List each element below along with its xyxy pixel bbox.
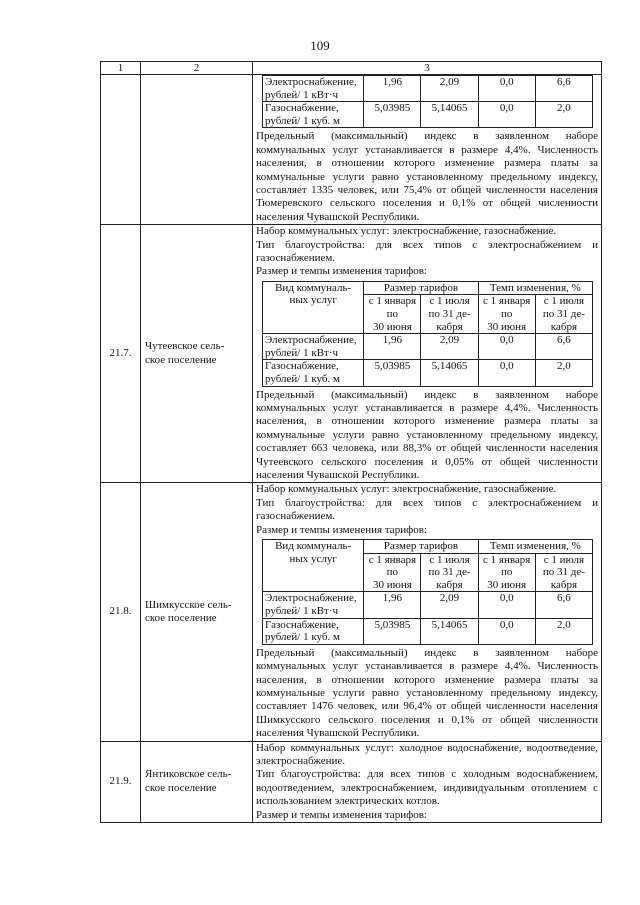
rate-header: Темп изменения, % [478,540,592,554]
tariff-value-h2: 5,14065 [421,360,478,386]
tariff-value-h1: 1,96 [364,76,421,102]
rate-value-h1: 0,0 [478,76,535,102]
period-2-header: с 1 июля по 31 де- кабря [535,553,592,592]
tariff-value-h2: 5,14065 [421,102,478,128]
tariff-service: Электроснабжение, рублей/ 1 кВт·ч [263,334,364,360]
tariff-value-h2: 2,09 [421,76,478,102]
services-set: Набор коммунальных услуг: электроснабжение, газоснабжение. [256,483,557,496]
settlement-name: Шимкусское сель- ское поселение [145,598,232,625]
settlement-row [101,225,602,483]
tariff-size-header: Размер тарифов [364,540,478,554]
rate-value-h1: 0,0 [478,334,535,360]
tariff-value-h1: 5,03985 [364,618,421,644]
content-cell [253,75,602,225]
rate-value-h2: 2,0 [535,360,592,386]
tariff-value-h2: 2,09 [421,334,478,360]
settlement-name-cell [141,75,253,225]
tariff-label: Размер и темпы изменения тарифов: [256,523,427,536]
tariff-service: Газоснабжение, рублей/ 1 куб. м [263,102,364,128]
rate-value-h1: 0,0 [478,360,535,386]
tariff-label: Размер и темпы изменения тарифов: [256,808,427,821]
row-number-cell [101,75,141,225]
period-1-header: с 1 января по 30 июня [478,553,535,592]
settlement-name: Чутеевское сель- ское поселение [145,340,225,366]
settlements-table [100,61,602,823]
rate-value-h2: 6,6 [535,76,592,102]
row-number: 21.7. [101,225,141,483]
period-1-header: с 1 января по 30 июня [364,553,421,592]
service-type-header: Вид коммуналь- ных услуг [263,281,364,333]
period-2-header: с 1 июля по 31 де- кабря [535,295,592,334]
period-1-header: с 1 января по 30 июня [364,295,421,334]
tariff-service: Газоснабжение, рублей/ 1 куб. м [263,360,364,386]
tariff-value-h1: 1,96 [364,334,421,360]
column-header-1: 1 [101,62,141,75]
tariff-row [263,592,593,618]
improvement-type: Тип благоустройства: для всех типов с электроснабжением и газоснабжением. [256,238,598,265]
index-paragraph: Предельный (максимальный) индекс в заявленном наборе коммунальных услуг устанавливается в размере 4,4%. Численность населения, в отношении которого изменение размера платы за коммунальные услуги равно установленному предельному индексу, составляет 1335 человек, или 75,4% от общей численности населения Тюмеревского сельского поселения и 0,1% от общей численности населения Чувашской Республики. [256,130,598,223]
settlement-row [101,741,602,822]
row-number: 21.8. [101,483,141,741]
tariff-table [262,539,593,645]
settlement-name-cell [141,483,253,741]
tariff-size-header: Размер тарифов [364,281,478,295]
tariff-table [262,281,593,387]
tariff-value-h1: 5,03985 [364,102,421,128]
row-number: 21.9. [101,741,141,822]
tariff-value-h1: 5,03985 [364,360,421,386]
rate-value-h1: 0,0 [478,592,535,618]
content-cell [253,483,602,741]
period-2-header: с 1 июля по 31 де- кабря [421,553,478,592]
rate-value-h1: 0,0 [478,102,535,128]
page-number: 109 [310,38,330,53]
tariff-row [263,334,593,360]
rate-value-h2: 2,0 [535,618,592,644]
continued-row [101,75,602,225]
tariff-label: Размер и темпы изменения тарифов: [256,265,427,278]
tariff-row [263,102,593,128]
rate-value-h2: 2,0 [535,102,592,128]
tariff-row [263,76,593,102]
content-cell [253,741,602,822]
settlement-row [101,483,602,741]
tariff-service: Газоснабжение, рублей/ 1 куб. м [263,618,364,644]
rate-header: Темп изменения, % [478,281,592,295]
period-2-header: с 1 июля по 31 де- кабря [421,295,478,334]
services-set: Набор коммунальных услуг: электроснабжение, газоснабжение. [256,225,557,238]
tariff-value-h2: 5,14065 [421,618,478,644]
index-paragraph: Предельный (максимальный) индекс в заявленном наборе коммунальных услуг устанавливается в размере 4,4%. Численность населения, в отношении которого изменение размера платы за коммунальные услуги равно установленному предельному индексу, составляет 1476 человек, или 96,4% от общей численности населения Шимкусского сельского поселения и 0,1% от общей численности населения Чувашской Республики. [256,646,598,740]
tariff-service: Электроснабжение, рублей/ 1 кВт·ч [263,76,364,102]
services-set: Набор коммунальных услуг: холодное водоснабжение, водоотведение, электроснабжение. [256,741,598,768]
column-header-2: 2 [141,62,253,75]
content-cell [253,225,602,483]
tariff-row [263,360,593,386]
index-paragraph: Предельный (максимальный) индекс в заявленном наборе коммунальных услуг устанавливается в размере 4,4%. Численность населения, в отношении которого изменение размера платы за коммунальные услуги равно установленному предельному индексу, составляет 663 человека, или 88,3% от общей численности населения Чутеевского сельского поселения и 0,05% от общей численности населения Чувашской Республики. [256,388,598,482]
settlement-name-cell [141,741,253,822]
tariff-value-h1: 1,96 [364,592,421,618]
improvement-type: Тип благоустройства: для всех типов с холодным водоснабжением, водоотведением, электроснабжением, индивидуальным отоплением с использованием электрических котлов. [256,768,598,808]
tariff-table [262,75,593,128]
improvement-type: Тип благоустройства: для всех типов с электроснабжением и газоснабжением. [256,496,598,523]
period-1-header: с 1 января по 30 июня [478,295,535,334]
column-header-3: 3 [253,62,602,75]
service-type-header: Вид коммуналь- ных услуг [263,540,364,592]
rate-value-h1: 0,0 [478,618,535,644]
tariff-value-h2: 2,09 [421,592,478,618]
tariff-service: Электроснабжение, рублей/ 1 кВт·ч [263,592,364,618]
rate-value-h2: 6,6 [535,334,592,360]
rate-value-h2: 6,6 [535,592,592,618]
column-header-row [101,62,602,75]
tariff-row [263,618,593,644]
settlement-name-cell [141,225,253,483]
settlement-name: Янтиковское сель- ское поселение [145,768,232,794]
